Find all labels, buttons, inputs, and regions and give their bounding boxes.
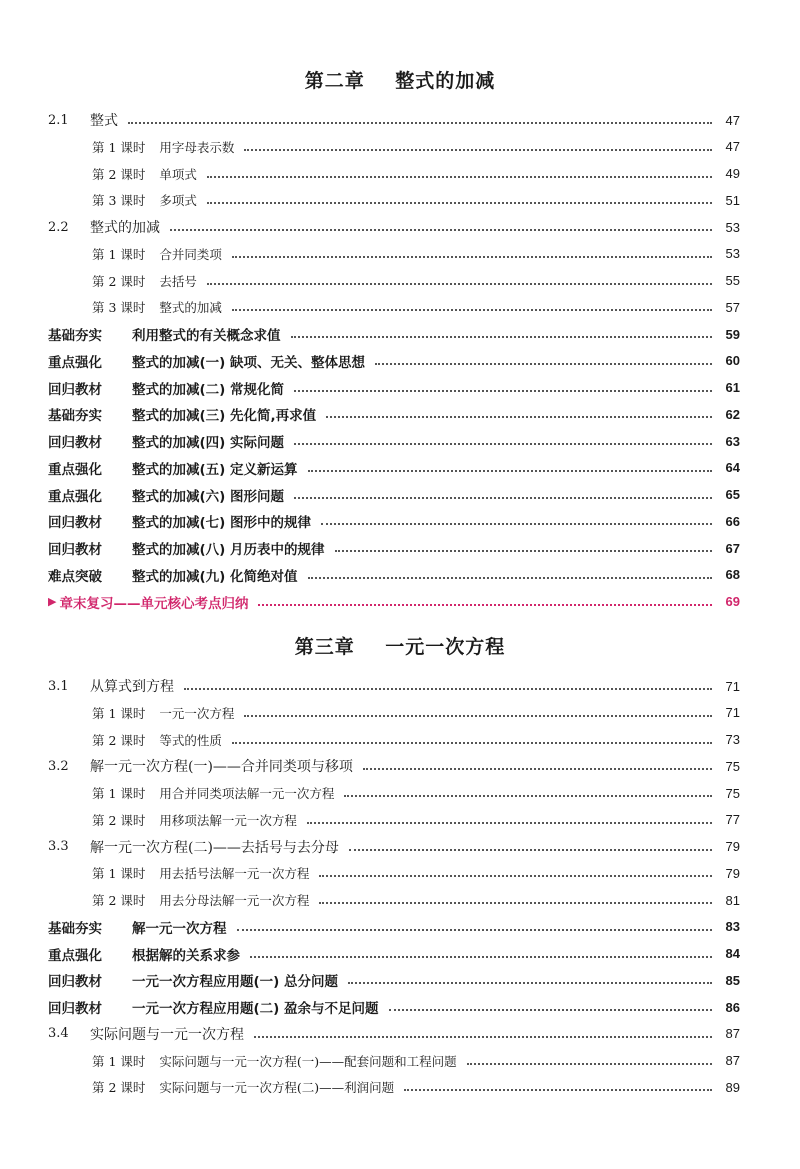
- dot-leader: [319, 902, 712, 904]
- page-number: 77: [725, 812, 740, 828]
- page-number: 67: [725, 540, 740, 556]
- dot-leader: [389, 1009, 712, 1011]
- topic-tag: 难点突破: [48, 568, 102, 585]
- entry-title: 用去括号法解一元一次方程: [159, 866, 310, 882]
- entry-title: 整式的加减(二) 常规化简: [132, 381, 285, 398]
- toc-lesson-entry[interactable]: [48, 268, 740, 294]
- dot-leader: [375, 363, 712, 365]
- page-number: 81: [725, 892, 740, 908]
- page-number: 53: [725, 246, 740, 262]
- topic-tag: 回归教材: [48, 974, 102, 991]
- lesson-label: 第 1 课时: [92, 786, 146, 801]
- toc-topic-entry[interactable]: [48, 428, 740, 454]
- entry-title: 整式的加减: [90, 220, 160, 236]
- dot-leader: [326, 416, 712, 418]
- topic-tag: 重点强化: [48, 461, 102, 478]
- toc-topic-entry[interactable]: [48, 401, 740, 427]
- topic-tag: 基础夯实: [48, 408, 102, 425]
- page-number: 57: [725, 299, 740, 315]
- page-number: 89: [725, 1079, 740, 1095]
- dot-leader: [232, 742, 712, 744]
- topic-tag: 重点强化: [48, 488, 102, 505]
- dot-leader: [258, 604, 712, 606]
- dot-leader: [244, 149, 712, 151]
- dot-leader: [184, 688, 712, 690]
- dot-leader: [232, 309, 712, 311]
- dot-leader: [207, 176, 712, 178]
- topic-tag: 回归教材: [48, 381, 102, 398]
- toc-section-entry[interactable]: [48, 753, 740, 779]
- topic-tag: 回归教材: [48, 1001, 102, 1017]
- section-number: 3.3: [48, 839, 69, 854]
- entry-title: 用合并同类项法解一元一次方程: [159, 786, 335, 801]
- dot-leader: [349, 849, 712, 851]
- toc-topic-entry[interactable]: [48, 508, 740, 534]
- toc-section-entry[interactable]: [48, 214, 740, 240]
- section-number: 3.4: [48, 1026, 69, 1042]
- dot-leader: [250, 956, 712, 958]
- lesson-label: 第 2 课时: [92, 273, 146, 289]
- entry-title: 一元一次方程应用题(二) 盈余与不足问题: [132, 1001, 379, 1017]
- page-number: 63: [725, 433, 740, 449]
- toc-topic-entry[interactable]: [48, 455, 740, 481]
- page-number: 71: [725, 678, 740, 694]
- dot-leader: [244, 715, 712, 717]
- lesson-label: 第 2 课时: [92, 893, 146, 908]
- entry-title: 单项式: [159, 166, 197, 182]
- lesson-label: 第 2 课时: [92, 166, 146, 182]
- dot-leader: [467, 1063, 712, 1065]
- page-number: 55: [725, 273, 740, 288]
- page-number: 79: [725, 839, 740, 854]
- toc-lesson-entry[interactable]: [48, 807, 740, 833]
- dot-leader: [319, 875, 712, 877]
- dot-leader: [308, 577, 712, 579]
- page-number: 53: [725, 219, 740, 235]
- entry-title: 整式的加减(三) 先化简,再求值: [132, 408, 317, 425]
- entry-title: 等式的性质: [159, 732, 222, 748]
- toc-lesson-entry[interactable]: [48, 134, 740, 160]
- page-number: 71: [725, 705, 740, 721]
- page-number: 75: [725, 758, 740, 774]
- entry-title: 整式的加减(五) 定义新运算: [132, 461, 298, 478]
- toc-lesson-entry[interactable]: [48, 187, 740, 213]
- entry-title: 整式的加减(六) 图形问题: [132, 488, 285, 505]
- toc-lesson-entry[interactable]: [48, 727, 740, 753]
- page-number: 84: [725, 946, 740, 961]
- page-number: 68: [725, 567, 740, 583]
- toc-topic-entry[interactable]: [48, 967, 740, 993]
- toc-topic-entry[interactable]: [48, 941, 740, 967]
- toc-lesson-entry[interactable]: [48, 700, 740, 726]
- dot-leader: [207, 283, 712, 285]
- entry-title: 整式的加减: [159, 300, 222, 316]
- toc-topic-entry[interactable]: [48, 535, 740, 561]
- entry-title: 解一元一次方程: [132, 920, 227, 937]
- entry-title: 根据解的关系求参: [132, 947, 240, 964]
- section-number: 2.2: [48, 219, 69, 235]
- dot-leader: [344, 795, 712, 797]
- entry-title: 整式: [90, 113, 118, 129]
- lesson-label: 第 2 课时: [92, 732, 146, 748]
- entry-title: 章末复习——单元核心考点归纳: [59, 595, 249, 612]
- entry-title: 去括号: [159, 273, 197, 289]
- dot-leader: [170, 229, 712, 231]
- toc-lesson-entry[interactable]: [48, 294, 740, 320]
- dot-leader: [321, 523, 712, 525]
- entry-title: 解一元一次方程(二)——去括号与去分母: [90, 839, 339, 856]
- entry-title: 用字母表示数: [159, 139, 235, 155]
- toc-lesson-entry[interactable]: [48, 161, 740, 187]
- toc-topic-entry[interactable]: [48, 994, 740, 1020]
- toc-topic-entry[interactable]: [48, 321, 740, 347]
- page-number: 47: [725, 139, 740, 155]
- dot-leader: [254, 1036, 712, 1038]
- toc-topic-entry[interactable]: [48, 348, 740, 374]
- dot-leader: [237, 929, 713, 931]
- chapter-title: 第三章 一元一次方程: [294, 636, 506, 658]
- lesson-label: 第 2 课时: [92, 812, 146, 828]
- page-number: 62: [725, 406, 740, 422]
- section-number: 2.1: [48, 112, 69, 128]
- toc-topic-entry[interactable]: [48, 562, 740, 588]
- topic-tag: 重点强化: [48, 354, 102, 371]
- toc-lesson-entry[interactable]: [48, 241, 740, 267]
- toc-section-entry[interactable]: [48, 673, 740, 699]
- toc-lesson-entry[interactable]: [48, 860, 740, 886]
- toc-section-entry[interactable]: [48, 834, 740, 860]
- page-number: 66: [725, 513, 740, 529]
- page-number: 87: [725, 1026, 740, 1042]
- toc-lesson-entry[interactable]: [48, 780, 740, 806]
- page-number: 51: [725, 192, 740, 208]
- entry-title: 整式的加减(七) 图形中的规律: [132, 515, 312, 532]
- topic-tag: 回归教材: [48, 435, 102, 451]
- dot-leader: [232, 256, 712, 258]
- lesson-label: 第 1 课时: [92, 139, 146, 155]
- toc-review-entry[interactable]: [48, 589, 740, 615]
- dot-leader: [307, 822, 712, 824]
- toc-topic-entry[interactable]: [48, 375, 740, 401]
- lesson-label: 第 1 课时: [92, 866, 146, 882]
- entry-title: 实际问题与一元一次方程(一)——配套问题和工程问题: [159, 1053, 457, 1069]
- toc-section-entry[interactable]: [48, 107, 740, 133]
- page-number: 60: [725, 353, 740, 369]
- toc-topic-entry[interactable]: [48, 914, 740, 940]
- dot-leader: [348, 982, 712, 984]
- topic-tag: 基础夯实: [48, 328, 102, 344]
- topic-tag: 重点强化: [48, 947, 102, 964]
- dot-leader: [308, 470, 712, 472]
- page-number: 83: [725, 919, 740, 935]
- page-number: 75: [725, 785, 740, 801]
- lesson-label: 第 1 课时: [92, 1053, 146, 1069]
- entry-title: 用去分母法解一元一次方程: [159, 893, 310, 908]
- entry-title: 解一元一次方程(一)——合并同类项与移项: [90, 759, 353, 776]
- entry-title: 整式的加减(一) 缺项、无关、整体思想: [132, 354, 366, 371]
- entry-title: 整式的加减(九) 化简绝对值: [132, 568, 298, 585]
- page-number: 59: [725, 326, 740, 342]
- entry-title: 整式的加减(四) 实际问题: [132, 435, 285, 451]
- dot-leader: [291, 336, 713, 338]
- toc-lesson-entry[interactable]: [48, 1048, 740, 1074]
- page-number: 61: [725, 380, 740, 395]
- lesson-label: 第 2 课时: [92, 1080, 146, 1096]
- dot-leader: [294, 390, 712, 392]
- toc-lesson-entry[interactable]: [48, 1074, 740, 1100]
- section-number: 3.2: [48, 758, 69, 774]
- page-number: 64: [725, 460, 740, 476]
- page-number: 69: [725, 594, 740, 609]
- entry-title: 多项式: [159, 193, 197, 209]
- page-number: 85: [725, 972, 740, 988]
- chapter-title: 第二章 整式的加减: [304, 70, 496, 92]
- dot-leader: [363, 768, 712, 770]
- page-number: 47: [725, 112, 740, 128]
- dot-leader: [294, 443, 712, 445]
- dot-leader: [207, 202, 712, 204]
- lesson-label: 第 1 课时: [92, 246, 146, 262]
- toc-topic-entry[interactable]: [48, 482, 740, 508]
- triangle-right-icon: ▶: [48, 595, 57, 608]
- entry-title: 用移项法解一元一次方程: [159, 812, 297, 828]
- entry-title: 一元一次方程应用题(一) 总分问题: [132, 974, 339, 991]
- toc-section-entry[interactable]: [48, 1021, 740, 1047]
- entry-title: 实际问题与一元一次方程: [90, 1026, 244, 1043]
- dot-leader: [294, 497, 712, 499]
- lesson-label: 第 3 课时: [92, 193, 146, 209]
- page-number: 49: [725, 166, 740, 181]
- page-number: 73: [725, 732, 740, 747]
- page-number: 79: [725, 865, 740, 881]
- entry-title: 整式的加减(八) 月历表中的规律: [132, 542, 325, 558]
- page-number: 65: [725, 487, 740, 502]
- dot-leader: [128, 122, 712, 124]
- entry-title: 一元一次方程: [159, 705, 235, 721]
- entry-title: 利用整式的有关概念求值: [132, 328, 281, 344]
- lesson-label: 第 1 课时: [92, 705, 146, 721]
- toc-lesson-entry[interactable]: [48, 887, 740, 913]
- section-number: 3.1: [48, 678, 69, 694]
- lesson-label: 第 3 课时: [92, 300, 146, 316]
- topic-tag: 基础夯实: [48, 920, 102, 937]
- entry-title: 实际问题与一元一次方程(二)——利润问题: [159, 1080, 395, 1096]
- entry-title: 从算式到方程: [90, 679, 174, 695]
- dot-leader: [335, 550, 712, 552]
- topic-tag: 回归教材: [48, 515, 102, 532]
- entry-title: 合并同类项: [159, 246, 222, 262]
- dot-leader: [404, 1089, 712, 1091]
- topic-tag: 回归教材: [48, 542, 102, 558]
- page-number: 86: [725, 999, 740, 1015]
- page-number: 87: [725, 1053, 740, 1068]
